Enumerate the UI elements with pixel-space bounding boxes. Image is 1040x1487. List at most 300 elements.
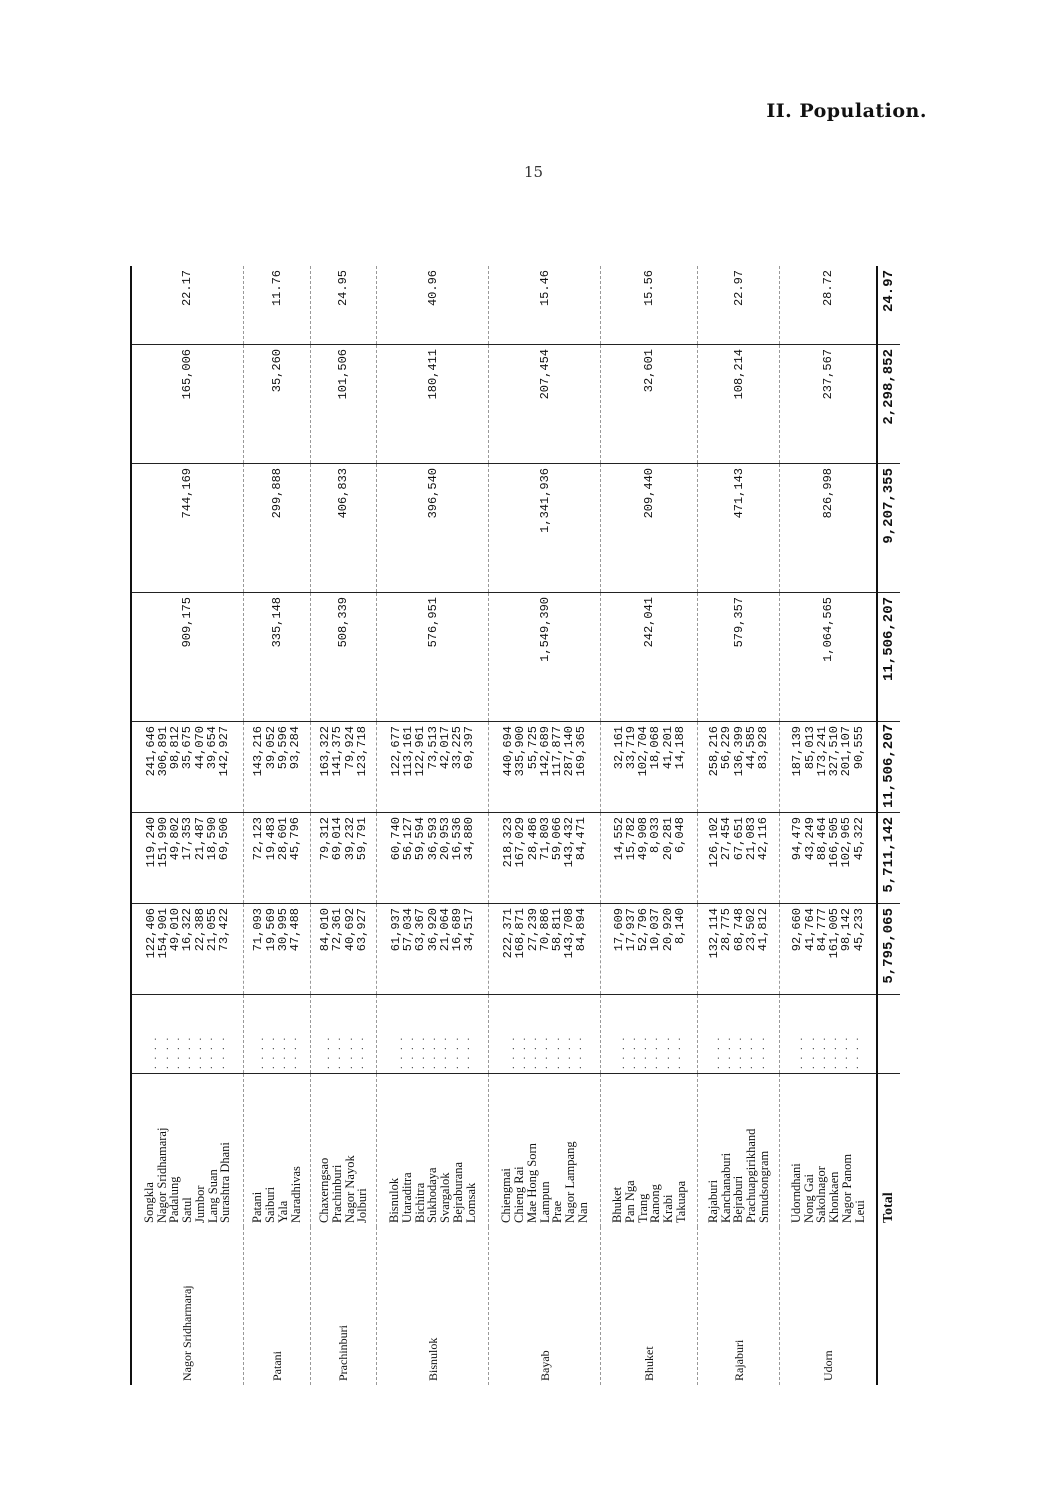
total-percent: 24.97 (877, 266, 900, 345)
males-column-line: 222,371 (501, 908, 516, 959)
totals-column-line: 33,225 (450, 726, 465, 770)
males-column-line: 23,502 (743, 908, 758, 952)
province-list-line: Smudsongram (756, 1150, 771, 1223)
totals-column (377, 722, 489, 813)
females-column-line: 15,782 (623, 817, 638, 861)
province-list-line: Nagor Nayok (342, 1155, 357, 1223)
leader-dots-line: . . . . (754, 1035, 767, 1069)
leader-dots-line: . . . . (403, 1035, 416, 1069)
totals-column-line: 142,927 (217, 726, 232, 777)
total-circle-sum: 11,506,207 (877, 593, 900, 722)
females-column-line: 49,802 (168, 817, 183, 861)
leader-dots-line: . . . . (147, 1035, 160, 1069)
province-list-line: Bejraburi (731, 1175, 746, 1223)
females-column-line: 42,116 (756, 817, 771, 861)
females-column (244, 813, 311, 904)
totals-column-line: 93,284 (288, 726, 303, 770)
totals-column-line: 18,068 (648, 726, 663, 770)
totals-column-line: 35,675 (180, 726, 195, 770)
males-column-line: 68,748 (731, 908, 746, 952)
females-column-line: 119,240 (143, 817, 158, 868)
totals-column (489, 722, 601, 813)
females-column-line: 71,803 (537, 817, 552, 861)
leader-dots-line: . . . . (320, 1035, 333, 1069)
leader-dots-line: . . . . (192, 1035, 205, 1069)
leader-dots-line: . . . . (637, 1035, 650, 1069)
females-column (131, 813, 244, 904)
previous-census-total-value: 826,998 (820, 468, 835, 519)
totals-column-line: 123,718 (354, 726, 369, 777)
increase-value (131, 345, 244, 464)
province-list-line: Naradhivas (288, 1166, 303, 1223)
leader-dots-line: . . . . (515, 1035, 528, 1069)
females-column-line: 69,014 (330, 817, 345, 861)
totals-column-line: 306,891 (155, 726, 170, 777)
totals-column-line: 258,216 (707, 726, 722, 777)
province-list-line: Pan Nga (622, 1180, 637, 1223)
circle-name (780, 1227, 877, 1385)
males-column-line: 49,010 (168, 908, 183, 952)
previous-census-total-value: 744,169 (180, 468, 195, 519)
province-list-line: Prae (550, 1200, 565, 1223)
circle-group-row (780, 266, 877, 1385)
totals-column-line: 440,694 (501, 726, 516, 777)
increase-value (310, 345, 377, 464)
leader-dots-line: . . . . (538, 1035, 551, 1069)
total-males: 5,795,065 (877, 904, 900, 995)
females-column (698, 813, 780, 904)
circle-name (131, 1227, 244, 1385)
leader-dots-line: . . . . (720, 1035, 733, 1069)
circle-name-value: Bisnulok (425, 1337, 440, 1381)
females-column-line: 218,323 (501, 817, 516, 868)
leader-dots-line: . . . . (180, 1035, 193, 1069)
province-list-line: Sakolnagor (814, 1166, 829, 1223)
circle-name-value: Rajaburi (731, 1339, 746, 1381)
males-column-line: 61,937 (389, 908, 404, 952)
females-column-line: 72,123 (251, 817, 266, 861)
males-column-line: 154,901 (155, 908, 170, 959)
circle-group-row (489, 266, 601, 1385)
totals-column-line: 85,013 (802, 726, 817, 770)
females-column-line: 59,594 (413, 817, 428, 861)
province-list-line: Nagor Lampang (563, 1141, 578, 1223)
province-list-line: Leui (852, 1200, 867, 1223)
increase-percent-value: 28.72 (820, 270, 835, 307)
females-column-line: 21,083 (743, 817, 758, 861)
circle-total-value: 909,175 (180, 597, 195, 648)
leader-dots-line: . . . . (342, 1035, 355, 1069)
increase-value-value: 101,506 (336, 349, 351, 400)
circle-group-row (131, 266, 244, 1385)
males-column-line: 161,005 (827, 908, 842, 959)
totals-column-line: 41,201 (660, 726, 675, 770)
totals-column-line: 39,654 (204, 726, 219, 770)
males-column-line: 45,233 (851, 908, 866, 952)
males-column-line: 17,937 (623, 908, 638, 952)
males-column (131, 904, 244, 995)
females-column-line: 94,479 (790, 817, 805, 861)
leader-dots-line: . . . . (670, 1035, 683, 1069)
totals-column-line: 173,241 (814, 726, 829, 777)
province-list (780, 1074, 877, 1228)
males-column (310, 904, 377, 995)
circle-group-row (310, 266, 377, 1385)
circle-group-row (698, 266, 780, 1385)
leader-dots-line: . . . . (287, 1035, 300, 1069)
females-column-line: 20,953 (437, 817, 452, 861)
females-column-line: 79,312 (318, 817, 333, 861)
males-column-line: 168,871 (513, 908, 528, 959)
circle-total (698, 593, 780, 722)
leader-dots (601, 995, 698, 1074)
province-list-line: Rajaburi (705, 1179, 720, 1223)
total-blank (877, 1227, 900, 1385)
province-list-line: Chiengmai (499, 1168, 514, 1223)
males-column-line: 28,775 (719, 908, 734, 952)
leader-dots-line: . . . . (743, 1035, 756, 1069)
totals-column-line: 73,513 (425, 726, 440, 770)
province-list-line: Svargalok (438, 1172, 453, 1223)
males-column-line: 41,812 (756, 908, 771, 952)
circle-group-row (244, 266, 311, 1385)
circle-group-row (377, 266, 489, 1385)
females-column-line: 43,249 (802, 817, 817, 861)
increase-value (244, 345, 311, 464)
circle-total (489, 593, 601, 722)
females-column-line: 21,487 (192, 817, 207, 861)
increase-value (698, 345, 780, 464)
males-column-line: 84,010 (318, 908, 333, 952)
province-list-line: Sukhodaya (425, 1167, 440, 1223)
totals-column-line: 98,812 (168, 726, 183, 770)
females-column-line: 102,965 (839, 817, 854, 868)
circle-total (244, 593, 311, 722)
province-list-line: Kanchanaburi (718, 1152, 733, 1223)
circle-total (131, 593, 244, 722)
males-column-line: 132,114 (707, 908, 722, 959)
leader-dots-line: . . . . (560, 1035, 573, 1069)
males-column-line: 143,708 (562, 908, 577, 959)
circle-name (310, 1227, 377, 1385)
circle-name (601, 1227, 698, 1385)
leader-dots-line: . . . . (625, 1035, 638, 1069)
province-list (489, 1074, 601, 1228)
province-list-line: Mae Hong Sorn (524, 1143, 539, 1223)
leader-dots (698, 995, 780, 1074)
males-column-line: 10,037 (648, 908, 663, 952)
leader-dots-line: . . . . (158, 1035, 171, 1069)
province-list-line: Prachinburi (329, 1164, 344, 1223)
males-column (489, 904, 601, 995)
province-list (698, 1074, 780, 1228)
circle-total-value: 242,041 (642, 597, 657, 648)
province-list-line: Bichitra (412, 1182, 427, 1223)
increase-percent-value: 15.46 (537, 270, 552, 307)
province-list-line: Bhuket (610, 1186, 625, 1223)
province-list-line: Krabi (661, 1194, 676, 1223)
females-column-line: 67,651 (731, 817, 746, 861)
males-column-line: 19,569 (263, 908, 278, 952)
leader-dots-line: . . . . (648, 1035, 661, 1069)
circle-total-value: 508,339 (336, 597, 351, 648)
totals-column-line: 59,596 (275, 726, 290, 770)
previous-census-total (489, 464, 601, 593)
males-column-line: 63,367 (413, 908, 428, 952)
circle-name (377, 1227, 489, 1385)
province-list-line: Songkla (141, 1182, 156, 1223)
males-column-line: 27,239 (525, 908, 540, 952)
females-column-line: 84,471 (574, 817, 589, 861)
increase-percent (244, 266, 311, 345)
females-column-line: 49,908 (636, 817, 651, 861)
province-list-line: Saiburi (263, 1186, 278, 1223)
total-label: Total (877, 1074, 900, 1228)
females-column-line: 16,536 (450, 817, 465, 861)
leader-dots-line: . . . . (527, 1035, 540, 1069)
females-column-line: 60,740 (389, 817, 404, 861)
leader-dots-line: . . . . (415, 1035, 428, 1069)
leader-dots (377, 995, 489, 1074)
females-column-line: 39,232 (342, 817, 357, 861)
leader-dots-line: . . . . (331, 1035, 344, 1069)
totals-column-line: 169,365 (574, 726, 589, 777)
leader-dots-line: . . . . (793, 1035, 806, 1069)
previous-census-total (377, 464, 489, 593)
province-list-line: Jumbor (192, 1185, 207, 1223)
previous-census-total (244, 464, 311, 593)
increase-value-value: 108,214 (731, 349, 746, 400)
circle-name-value: Patani (269, 1351, 284, 1381)
province-list-line: Surashtra Dhani (218, 1142, 233, 1223)
province-list-line: Padalung (167, 1176, 182, 1223)
total-dots (877, 995, 900, 1074)
increase-value (601, 345, 698, 464)
totals-column-line: 14,188 (672, 726, 687, 770)
circle-name-value: Bhuket (642, 1346, 657, 1381)
previous-census-total-value: 1,341,936 (537, 468, 552, 533)
females-column-line: 59,066 (550, 817, 565, 861)
females-column (780, 813, 877, 904)
leader-dots-line: . . . . (214, 1035, 227, 1069)
province-list-line: Takuapa (673, 1180, 688, 1223)
province-list (310, 1074, 377, 1228)
leader-dots-line: . . . . (732, 1035, 745, 1069)
totals-column-line: 39,052 (263, 726, 278, 770)
previous-census-total-value: 299,888 (269, 468, 284, 519)
total-population: 11,506,207 (877, 722, 900, 813)
increase-percent-value: 22.17 (180, 270, 195, 307)
previous-census-total (601, 464, 698, 593)
leader-dots-line: . . . . (437, 1035, 450, 1069)
males-column-line: 21,055 (204, 908, 219, 952)
population-table (130, 266, 900, 1385)
totals-column-line: 141,375 (330, 726, 345, 777)
males-column-line: 72,361 (330, 908, 345, 952)
totals-column-line: 113,161 (401, 726, 416, 777)
females-column-line: 17,353 (180, 817, 195, 861)
totals-column-line: 102,704 (636, 726, 651, 777)
leader-dots-line: . . . . (353, 1035, 366, 1069)
totals-column-line: 117,877 (550, 726, 565, 777)
totals-column-line: 33,719 (623, 726, 638, 770)
totals-column (310, 722, 377, 813)
males-column-line: 122,406 (143, 908, 158, 959)
circle-total (310, 593, 377, 722)
leader-dots (244, 995, 311, 1074)
increase-value-value: 237,567 (820, 349, 835, 400)
circle-name (489, 1227, 601, 1385)
province-list-line: Nagor Panom (839, 1153, 854, 1223)
increase-percent-value: 15.56 (642, 270, 657, 307)
previous-census-total (780, 464, 877, 593)
province-list-line: Utaraditra (399, 1172, 414, 1223)
males-column-line: 58,811 (550, 908, 565, 952)
females-column-line: 88,464 (814, 817, 829, 861)
leader-dots-line: . . . . (392, 1035, 405, 1069)
leader-dots-line: . . . . (253, 1035, 266, 1069)
population-table-body (131, 266, 900, 1385)
increase-percent (489, 266, 601, 345)
males-column-line: 36,920 (425, 908, 440, 952)
population-table-rotated (130, 270, 900, 1385)
circle-name-value: Udorn (820, 1350, 835, 1381)
previous-census-total-value: 471,143 (731, 468, 746, 519)
females-column-line: 36,593 (425, 817, 440, 861)
province-list-line: Lang Suan (205, 1169, 220, 1223)
total-previous: 9,207,355 (877, 464, 900, 593)
males-column-line: 52,796 (636, 908, 651, 952)
leader-dots-line: . . . . (827, 1035, 840, 1069)
females-column-line: 143,432 (562, 817, 577, 868)
males-column (698, 904, 780, 995)
province-list-line: Satul (180, 1197, 195, 1223)
province-list-line: Nan (575, 1202, 590, 1223)
females-column-line: 18,590 (204, 817, 219, 861)
males-column-line: 30,995 (275, 908, 290, 952)
province-list-line: Udorndhani (788, 1163, 803, 1223)
total-row (877, 266, 900, 1385)
females-column-line: 166,505 (827, 817, 842, 868)
circle-group-row (601, 266, 698, 1385)
increase-percent-value: 11.76 (269, 270, 284, 307)
totals-column-line: 56,229 (719, 726, 734, 770)
province-list-line: Chieng Rai (512, 1166, 527, 1223)
increase-value-value: 35,260 (269, 349, 284, 393)
females-column-line: 56,127 (401, 817, 416, 861)
totals-column-line: 241,646 (143, 726, 158, 777)
increase-percent (131, 266, 244, 345)
circle-total (377, 593, 489, 722)
province-list-line: Chaxerngsao (317, 1157, 332, 1223)
increase-value-value: 207,454 (537, 349, 552, 400)
males-column (780, 904, 877, 995)
totals-column-line: 335,900 (513, 726, 528, 777)
totals-column-line: 187,139 (790, 726, 805, 777)
leader-dots-line: . . . . (448, 1035, 461, 1069)
previous-census-total-value: 396,540 (425, 468, 440, 519)
females-column-line: 27,454 (719, 817, 734, 861)
leader-dots-line: . . . . (709, 1035, 722, 1069)
females-column-line: 151,990 (155, 817, 170, 868)
circle-total-value: 1,064,565 (820, 597, 835, 662)
females-column (601, 813, 698, 904)
totals-column-line: 42,017 (437, 726, 452, 770)
leader-dots-line: . . . . (169, 1035, 182, 1069)
males-column-line: 84,777 (814, 908, 829, 952)
province-list (244, 1074, 311, 1228)
province-list-line: Trang (635, 1193, 650, 1223)
totals-column-line: 83,928 (756, 726, 771, 770)
males-column-line: 57,034 (401, 908, 416, 952)
females-column-line: 6,048 (672, 817, 687, 854)
increase-value (780, 345, 877, 464)
province-list-line: Nong Gai (801, 1174, 816, 1223)
females-column (310, 813, 377, 904)
leader-dots-line: . . . . (275, 1035, 288, 1069)
section-title: II. Population. (766, 100, 927, 122)
total-increase: 2,298,852 (877, 345, 900, 464)
leader-dots-line: . . . . (804, 1035, 817, 1069)
totals-column-line: 90,555 (851, 726, 866, 770)
circle-name-value: Nagor Sridharmaraj (180, 1285, 195, 1381)
leader-dots-line: . . . . (815, 1035, 828, 1069)
leader-dots-line: . . . . (426, 1035, 439, 1069)
previous-census-total (131, 464, 244, 593)
males-column-line: 22,388 (192, 908, 207, 952)
males-column-line: 73,422 (217, 908, 232, 952)
males-column-line: 20,920 (660, 908, 675, 952)
province-list-line: Ranong (648, 1184, 663, 1223)
totals-column-line: 44,585 (743, 726, 758, 770)
leader-dots-line: . . . . (614, 1035, 627, 1069)
previous-census-total-value: 209,440 (642, 468, 657, 519)
males-column-line: 16,322 (180, 908, 195, 952)
males-column-line: 63,927 (354, 908, 369, 952)
females-column-line: 28,601 (275, 817, 290, 861)
totals-column-line: 327,510 (827, 726, 842, 777)
increase-percent (698, 266, 780, 345)
males-column-line: 16,689 (450, 908, 465, 952)
leader-dots-line: . . . . (504, 1035, 517, 1069)
totals-column-line: 69,397 (462, 726, 477, 770)
totals-column-line: 122,961 (413, 726, 428, 777)
increase-value-value: 32,601 (642, 349, 657, 393)
province-list-line: Nagor Sridhamaraj (154, 1127, 169, 1223)
totals-column (601, 722, 698, 813)
increase-value (489, 345, 601, 464)
females-column-line: 45,796 (288, 817, 303, 861)
circle-total-value: 1,549,390 (537, 597, 552, 662)
males-column-line: 41,764 (802, 908, 817, 952)
males-column-line: 70,886 (537, 908, 552, 952)
increase-value-value: 180,411 (425, 349, 440, 400)
males-column-line: 47,488 (288, 908, 303, 952)
province-list-line: Jolburi (355, 1188, 370, 1223)
males-column (377, 904, 489, 995)
leader-dots-line: . . . . (849, 1035, 862, 1069)
leader-dots-line: . . . . (203, 1035, 216, 1069)
circle-total (601, 593, 698, 722)
males-column-line: 40,692 (342, 908, 357, 952)
females-column-line: 14,552 (611, 817, 626, 861)
increase-value (377, 345, 489, 464)
leader-dots (780, 995, 877, 1074)
province-list-line: Khonkaen (827, 1171, 842, 1223)
province-list-line: Bisnulok (387, 1177, 402, 1223)
previous-census-total (698, 464, 780, 593)
increase-percent-value: 24.95 (336, 270, 351, 307)
